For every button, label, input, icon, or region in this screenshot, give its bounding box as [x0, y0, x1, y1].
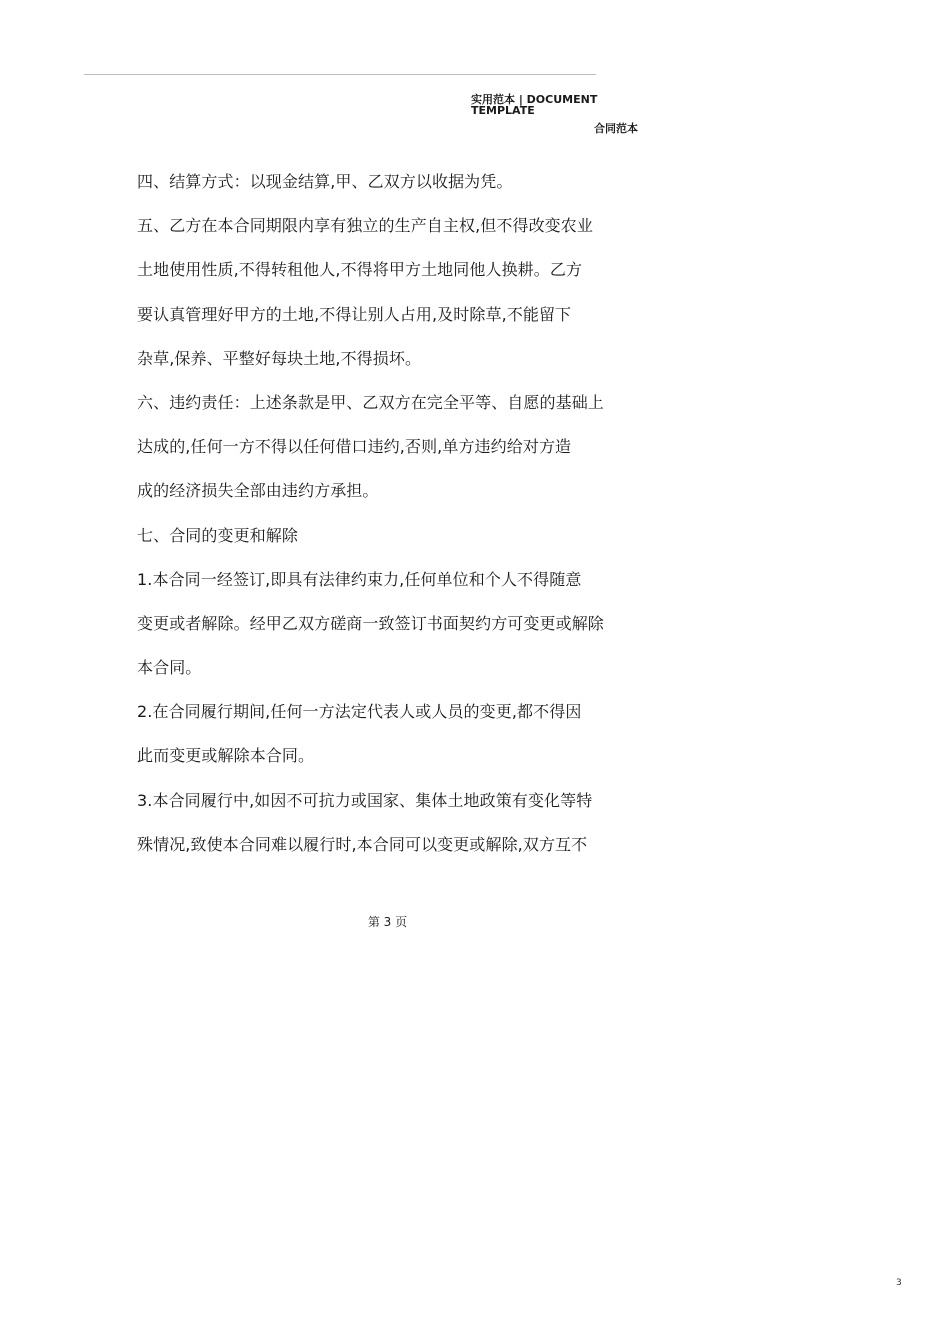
body-line: 成的经济损失全部由违约方承担。 — [137, 481, 379, 501]
page-footer-label: 第 3 页 — [367, 915, 408, 929]
header-title: 实用范本 | DOCUMENT TEMPLATE — [471, 93, 598, 117]
section-heading: 七、合同的变更和解除 — [137, 525, 299, 545]
body-line: 杂草,保养、平整好每块土地,不得损坏。 — [137, 348, 422, 368]
body-line: 变更或者解除。经甲乙双方磋商一致签订书面契约方可变更或解除 — [137, 613, 604, 633]
body-line: 六、违约责任：上述条款是甲、乙双方在完全平等、自愿的基础上 — [137, 392, 604, 412]
body-line: 本合同。 — [137, 658, 202, 678]
body-line: 五、乙方在本合同期限内享有独立的生产自主权,但不得改变农业 — [137, 216, 593, 236]
body-line: 殊情况,致使本合同难以履行时,本合同可以变更或解除,双方互不 — [137, 834, 588, 854]
body-line: 1.本合同一经签订,即具有法律约束力,任何单位和个人不得随意 — [137, 569, 582, 589]
body-line: 3.本合同履行中,如因不可抗力或国家、集体土地政策有变化等特 — [137, 790, 593, 810]
header-subtitle: 合同范本 — [594, 122, 638, 135]
body-line: 要认真管理好甲方的土地,不得让别人占用,及时除草,不能留下 — [137, 304, 572, 324]
corner-page-number: 3 — [896, 1278, 902, 1288]
body-line: 此而变更或解除本合同。 — [137, 746, 315, 766]
body-line: 达成的,任何一方不得以任何借口违约,否则,单方违约给对方造 — [137, 437, 572, 457]
body-line: 四、结算方式：以现金结算,甲、乙双方以收据为凭。 — [137, 172, 513, 191]
body-line: 2.在合同履行期间,任何一方法定代表人或人员的变更,都不得因 — [137, 702, 582, 722]
header-rule — [84, 74, 596, 75]
document-body — [137, 160, 647, 867]
body-line: 土地使用性质,不得转租他人,不得将甲方土地同他人换耕。乙方 — [137, 260, 583, 280]
